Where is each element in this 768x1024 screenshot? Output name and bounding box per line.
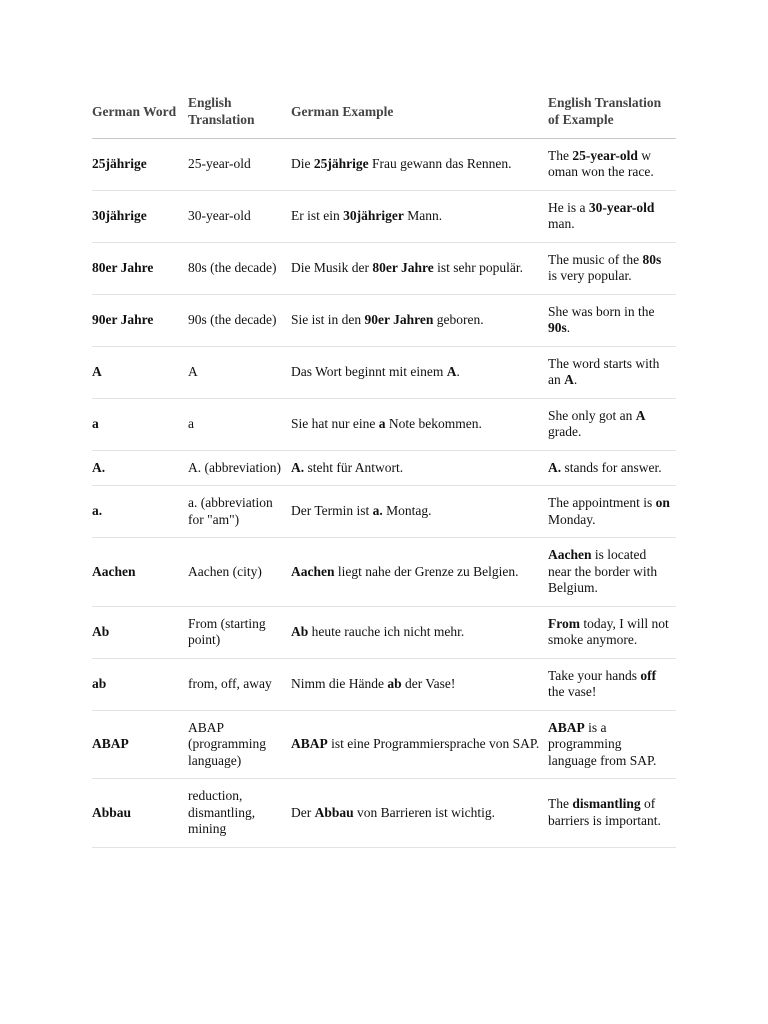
example-text: The <box>548 147 573 163</box>
highlighted-term: A <box>564 372 574 387</box>
header-german-example: German Example <box>291 88 548 138</box>
german-example-cell <box>291 138 548 190</box>
german-example-cell <box>291 606 548 658</box>
german-word-cell: ab <box>92 658 188 710</box>
german-word-cell: Abbau <box>92 779 188 848</box>
table-header <box>92 88 676 138</box>
german-example-cell <box>291 538 548 607</box>
highlighted-term: Aachen <box>548 547 592 562</box>
english-example-cell <box>548 294 676 346</box>
english-translation-cell: 25-year-old <box>188 138 291 190</box>
german-word-cell: 25jährige <box>92 138 188 190</box>
english-translation-cell: A <box>188 346 291 398</box>
german-example-cell <box>291 450 548 486</box>
german-example-cell <box>291 398 548 450</box>
english-translation-cell: 30-year-old <box>188 190 291 242</box>
example-text: the vase! <box>548 684 597 699</box>
english-example-cell <box>548 138 676 190</box>
highlighted-term: 80s <box>642 251 662 267</box>
highlighted-term: ab <box>387 675 402 691</box>
table-row <box>92 190 676 242</box>
example-text: Das Wort beginnt mit einem <box>291 363 447 379</box>
highlighted-term: a. <box>372 503 383 519</box>
english-example-cell <box>548 606 676 658</box>
header-english-translation: English Translation <box>188 88 291 138</box>
example-text: heute rauche ich nicht mehr. <box>308 623 465 639</box>
example-text: today, I will not smoke anymore. <box>548 615 669 647</box>
example-text: Er ist ein <box>291 207 344 223</box>
vocabulary-table <box>92 88 676 848</box>
table-row <box>92 242 676 294</box>
highlighted-term: From <box>548 615 580 631</box>
example-text: ist eine Programmiersprache von SAP. <box>327 736 540 751</box>
german-example-cell <box>291 779 548 848</box>
german-word-cell: a. <box>92 486 188 538</box>
highlighted-term: 25jährige <box>313 155 369 171</box>
highlighted-term: 90s <box>548 320 567 335</box>
example-text: Der Termin ist <box>291 503 373 519</box>
example-text: Sie ist in den <box>291 311 365 327</box>
example-text: Note bekommen. <box>385 415 482 431</box>
highlighted-term: 30jähriger <box>343 207 404 223</box>
highlighted-term: on <box>655 495 670 510</box>
english-translation-cell: from, off, away <box>188 658 291 710</box>
example-text: w oman won the race. <box>548 147 654 179</box>
example-text: grade. <box>548 424 582 439</box>
example-text: man. <box>548 216 575 231</box>
english-example-cell <box>548 779 676 848</box>
table-row <box>92 710 676 779</box>
german-word-cell: Ab <box>92 606 188 658</box>
highlighted-term: 80er Jahre <box>372 259 434 275</box>
example-text: Frau gewann das Rennen. <box>368 155 512 171</box>
german-example-cell <box>291 658 548 710</box>
english-example-cell <box>548 658 676 710</box>
example-text: . <box>573 372 578 387</box>
highlighted-term: ABAP <box>548 719 585 735</box>
english-example-cell <box>548 538 676 607</box>
german-word-cell: A <box>92 346 188 398</box>
english-translation-cell: a. (abbreviation for "am") <box>188 486 291 538</box>
highlighted-term: 25-year-old <box>572 147 638 163</box>
example-text: is very popular. <box>548 268 632 283</box>
example-text: The word starts with an <box>548 355 660 387</box>
german-word-cell: A. <box>92 450 188 486</box>
english-translation-cell: From (starting point) <box>188 606 291 658</box>
english-translation-cell: 80s (the decade) <box>188 242 291 294</box>
example-text: der Vase! <box>401 675 456 691</box>
highlighted-term: A. <box>548 459 562 475</box>
highlighted-term: Abbau <box>314 804 354 820</box>
table-row <box>92 398 676 450</box>
example-text: liegt nahe der Grenze zu Belgien. <box>334 563 519 579</box>
header-english-example: English Translation of Example <box>548 88 676 138</box>
example-text: Sie hat nur eine <box>291 415 379 431</box>
german-example-cell <box>291 294 548 346</box>
example-text: . <box>456 363 460 379</box>
example-text: von Barrieren ist wichtig. <box>353 804 495 820</box>
highlighted-term: ABAP <box>291 736 328 751</box>
example-text: steht für Antwort. <box>304 459 404 475</box>
english-translation-cell: Aachen (city) <box>188 538 291 607</box>
example-text: Take your hands <box>548 667 641 683</box>
table-body <box>92 138 676 847</box>
german-word-cell: a <box>92 398 188 450</box>
example-text: Die <box>291 155 314 171</box>
header-row <box>92 88 676 138</box>
example-text: ist sehr populär. <box>433 259 523 275</box>
highlighted-term: off <box>640 667 657 683</box>
english-example-cell <box>548 710 676 779</box>
english-example-cell <box>548 242 676 294</box>
example-text: She only got an <box>548 407 636 423</box>
english-example-cell <box>548 398 676 450</box>
highlighted-term: A <box>446 363 457 379</box>
highlighted-term: dismantling <box>572 796 641 812</box>
english-translation-cell: reduction, dismantling, mining <box>188 779 291 848</box>
german-example-cell <box>291 486 548 538</box>
german-word-cell: ABAP <box>92 710 188 779</box>
example-text: Montag. <box>382 503 432 519</box>
german-example-cell <box>291 190 548 242</box>
german-example-cell <box>291 242 548 294</box>
example-text: He is a <box>548 199 589 215</box>
example-text: stands for answer. <box>561 459 662 475</box>
highlighted-term: A. <box>291 459 305 475</box>
example-text: The <box>548 796 573 812</box>
highlighted-term: Aachen <box>291 563 335 579</box>
highlighted-term: 30-year-old <box>588 199 655 215</box>
example-text: . <box>566 320 571 335</box>
example-text: Monday. <box>548 511 596 527</box>
german-example-cell <box>291 710 548 779</box>
example-text: The appointment is <box>548 495 656 510</box>
highlighted-term: A <box>635 407 646 423</box>
table-row <box>92 538 676 607</box>
highlighted-term: Ab <box>291 623 309 639</box>
example-text: is located near the border with Belgium. <box>548 547 658 595</box>
english-example-cell <box>548 346 676 398</box>
english-example-cell <box>548 486 676 538</box>
table-row <box>92 658 676 710</box>
table-row <box>92 346 676 398</box>
example-text: is a programming language from SAP. <box>548 719 657 768</box>
english-translation-cell: 90s (the decade) <box>188 294 291 346</box>
table-row <box>92 138 676 190</box>
highlighted-term: a <box>378 415 386 431</box>
example-text: Mann. <box>403 207 443 223</box>
english-translation-cell: ABAP (programming language) <box>188 710 291 779</box>
table-row <box>92 779 676 848</box>
german-word-cell: Aachen <box>92 538 188 607</box>
highlighted-term: 90er Jahren <box>364 311 434 327</box>
german-word-cell: 80er Jahre <box>92 242 188 294</box>
example-text: Der <box>291 804 315 820</box>
english-translation-cell: a <box>188 398 291 450</box>
table-row <box>92 294 676 346</box>
english-translation-cell: A. (abbreviation) <box>188 450 291 486</box>
example-text: Nimm die Hände <box>291 675 388 691</box>
example-text: The music of the <box>548 251 643 267</box>
table-row <box>92 450 676 486</box>
english-example-cell <box>548 450 676 486</box>
english-example-cell <box>548 190 676 242</box>
table-row <box>92 486 676 538</box>
example-text: Die Musik der <box>291 259 373 275</box>
example-text: geboren. <box>433 311 484 327</box>
german-word-cell: 90er Jahre <box>92 294 188 346</box>
example-text: She was born in the <box>548 303 655 319</box>
example-text: of barriers is important. <box>548 796 661 828</box>
german-word-cell: 30jährige <box>92 190 188 242</box>
table-row <box>92 606 676 658</box>
german-example-cell <box>291 346 548 398</box>
header-german-word: German Word <box>92 88 188 138</box>
